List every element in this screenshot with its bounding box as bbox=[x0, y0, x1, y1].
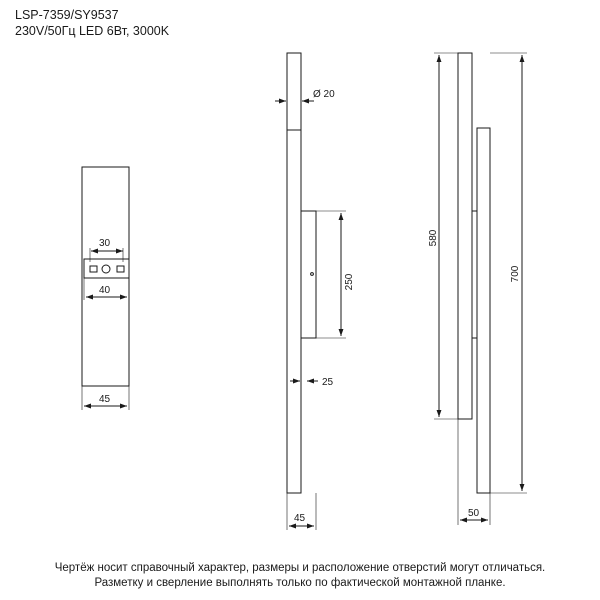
mounting-plate bbox=[82, 167, 129, 386]
bracket-slot-right bbox=[117, 266, 124, 272]
side-view bbox=[275, 53, 346, 530]
dim-label-40: 40 bbox=[99, 285, 111, 296]
side-bar bbox=[287, 53, 301, 493]
long-bar bbox=[477, 128, 490, 493]
model-number: LSP-7359/SY9537 bbox=[15, 8, 119, 22]
dim-label-580: 580 bbox=[428, 229, 439, 247]
electrical-specs: 230V/50Гц LED 6Вт, 3000K bbox=[15, 24, 170, 38]
dim-label-700: 700 bbox=[510, 265, 521, 283]
dim-label-250: 250 bbox=[344, 273, 355, 291]
dim-label-30: 30 bbox=[99, 238, 111, 249]
disclaimer-line-2: Разметку и сверление выполнять только по фактической монтажной планке. bbox=[94, 577, 506, 589]
dim-label-plate-45: 45 bbox=[99, 394, 111, 405]
dim-label-diameter: Ø 20 bbox=[313, 89, 335, 100]
dim-label-25: 25 bbox=[322, 377, 334, 388]
bracket-hole bbox=[102, 265, 110, 273]
disclaimer-line-1: Чертёж носит справочный характер, размеры и расположение отверстий могут отличаться. bbox=[54, 562, 546, 574]
side-mount-screw bbox=[311, 273, 314, 276]
dim-label-50: 50 bbox=[468, 508, 480, 519]
mounting-bracket bbox=[84, 259, 129, 278]
dim-label-body-45: 45 bbox=[294, 513, 306, 524]
short-bar bbox=[458, 53, 472, 419]
front-view bbox=[434, 53, 527, 525]
bracket-slot-left bbox=[90, 266, 97, 272]
